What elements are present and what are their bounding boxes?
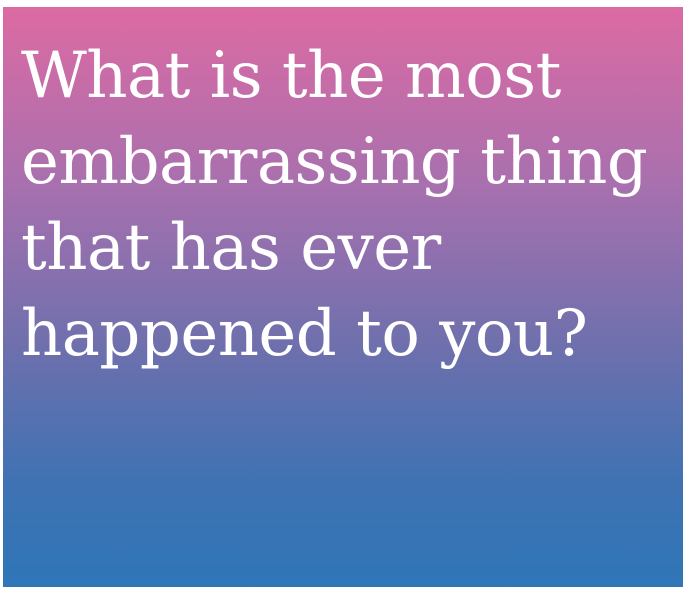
question-text: What is the most embarrassing thing that has ever happened to you?: [21, 39, 648, 371]
question-card: [3, 7, 683, 587]
